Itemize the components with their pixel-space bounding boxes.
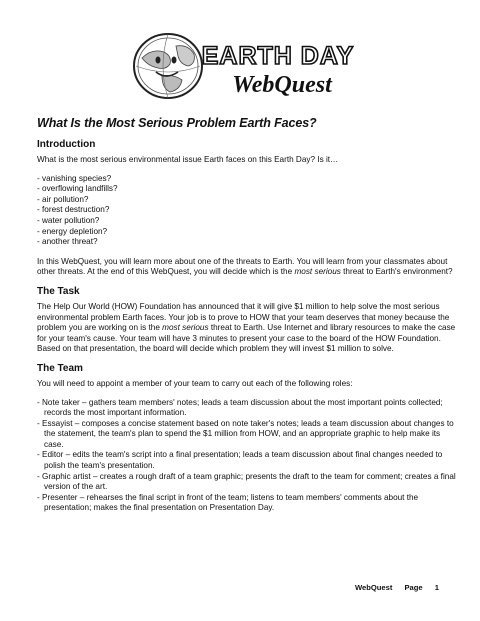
task-heading: The Task [37,285,80,297]
footer-page-number: 1 [434,583,439,592]
list-item: - air pollution? [37,195,457,206]
list-item: - forest destruction? [37,205,457,216]
footer-label: WebQuest [354,583,393,592]
list-item: - vanishing species? [37,174,457,185]
list-item: - Note taker – gathers team members' notes; leads a team discussion about the most important points collected; records the most important information. [37,398,457,419]
introduction-paragraph: In this WebQuest, you will learn more about one of the threats to Earth. You will learn from your classmates about other threats. At the end of this WebQuest, you will decide which is the most serious threat to Earth's environment? [37,256,453,277]
logo-earth-day-text: EARTH DAY [201,42,355,70]
earth-day-webquest-logo [132,30,362,102]
list-item: - energy depletion? [37,227,457,238]
task-paragraph: The Help Our World (HOW) Foundation has announced that it will give $1 million to help solve the most serious environmental problem Earth faces. Your job is to prove to HOW that your team deserves that money because the problem you are working on is the most serious threat to Earth. Use Internet and library resources to make the case for your team's cause. Your team will have 3 minutes to present your case to the board of the HOW Foundation. Based on that presentation, the board will decide which problem they will invest $1 million to solve. [37,301,456,354]
list-item: - Editor – edits the team's script into a final presentation; leads a team discussion about final changes needed to polish the team's presentation. [37,450,457,471]
team-roles-list [37,398,457,515]
introduction-heading: Introduction [37,139,96,150]
document-content [37,116,457,523]
team-intro: You will need to appoint a member of your team to carry out each of the following roles: [37,378,353,388]
globe-icon [134,34,202,98]
threat-list [37,174,457,248]
page-title: What Is the Most Serious Problem Earth Faces? [37,116,317,130]
list-item: - water pollution? [37,216,457,227]
introduction-question: What is the most serious environmental issue Earth faces on this Earth Day? Is it… [37,155,339,164]
team-heading: The Team [37,362,83,374]
list-item: - Presenter – rehearses the final script in front of the team; listens to team members' comments about the presentation; makes the final presentation on Presentation Day. [37,493,457,514]
page-footer [345,583,439,592]
footer-page-label: Page [404,583,423,592]
list-item: - overflowing landfills? [37,184,457,195]
list-item: - Essayist – composes a concise statement based on note taker's notes; leads a team discussion about changes to the statement, the team's plan to spend the $1 million from HOW, and an appropriate graphic to help make its case. [37,419,457,451]
logo-webquest-text: WebQuest [232,72,332,98]
list-item: - Graphic artist – creates a rough draft of a team graphic; presents the draft to the team for comment; creates a final version of the art. [37,472,457,493]
list-item: - another threat? [37,237,457,248]
